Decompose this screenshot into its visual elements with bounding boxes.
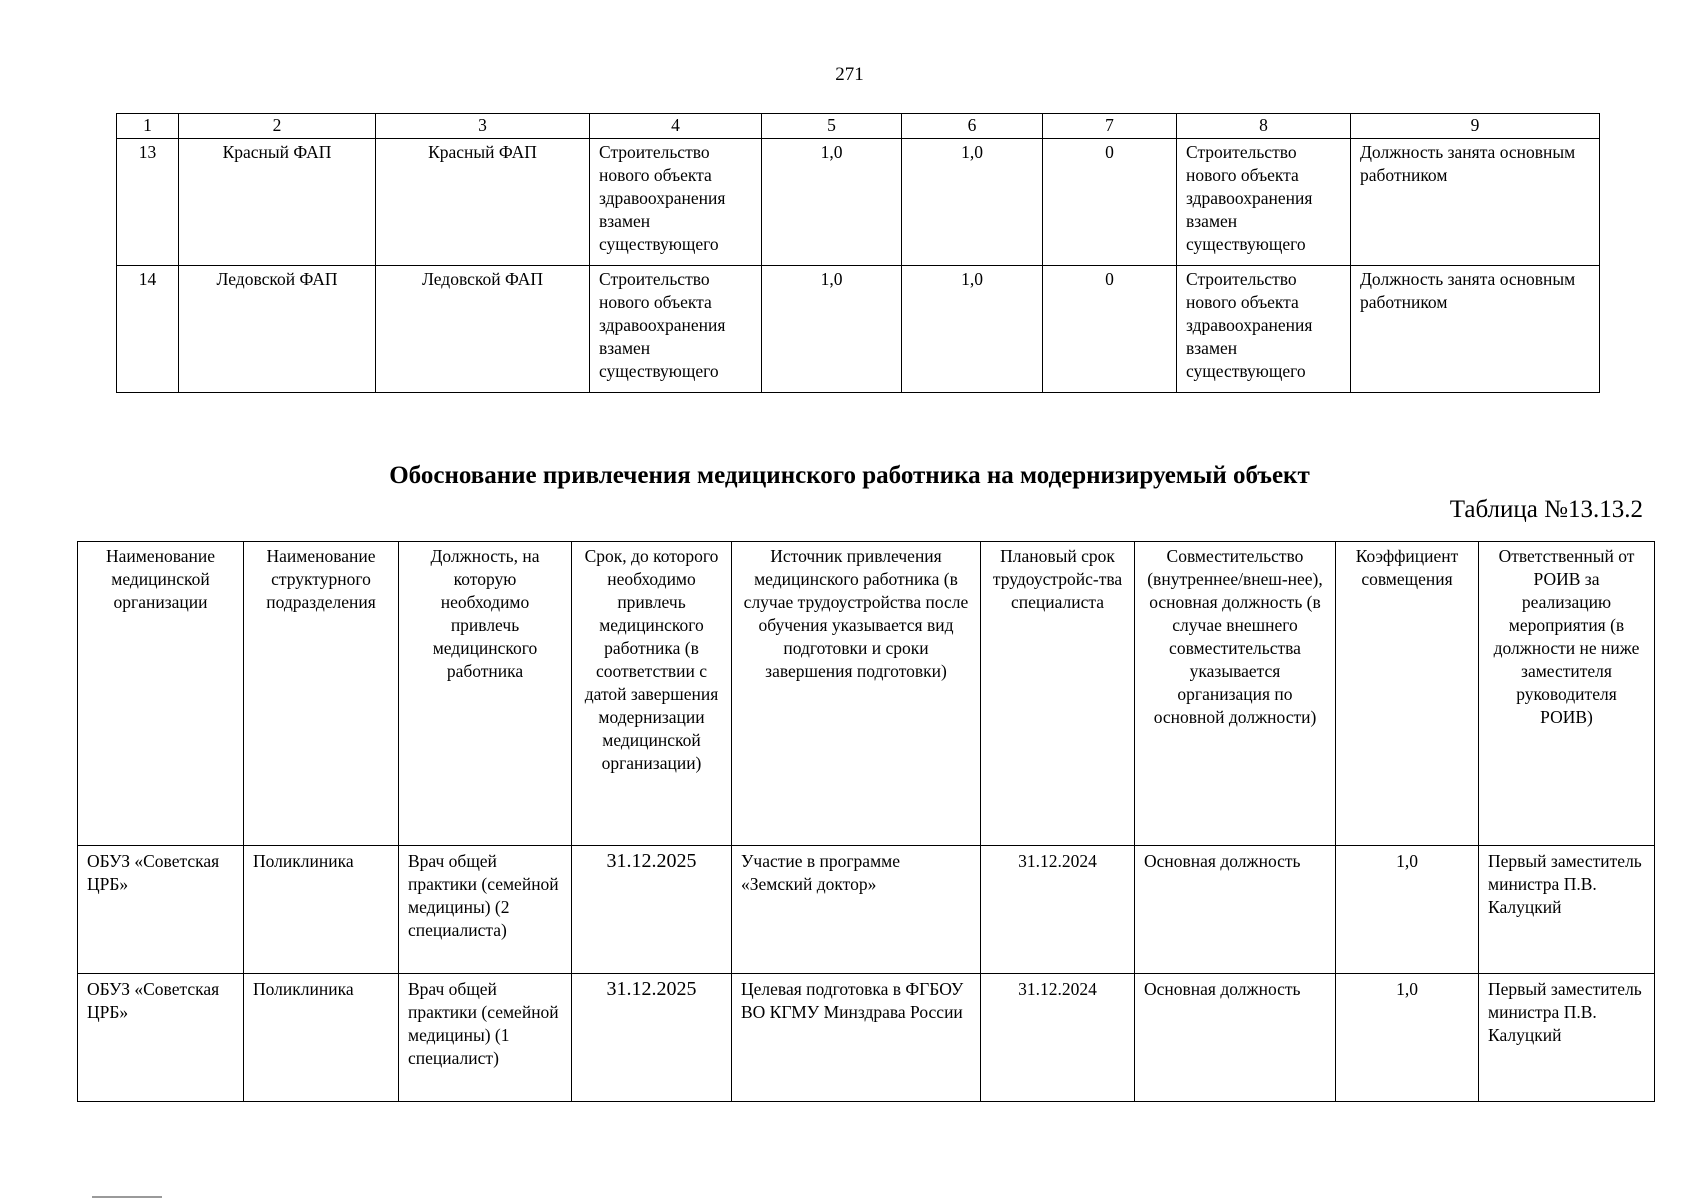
cell-combination: Основная должность: [1135, 974, 1336, 1102]
cell-value: 1,0: [762, 139, 902, 266]
section-heading: Обоснование привлечения медицинского работника на модернизируемый объект: [389, 462, 1310, 489]
cell-action: Строительство нового объекта здравоохранения взамен существующего: [1177, 266, 1351, 393]
staffing-table: [77, 541, 1655, 1102]
cell-subdivision: Поликлиника: [244, 846, 399, 974]
header-deadline: Срок, до которого необходимо привлечь медицинского работника (в соответствии с датой завершения модернизации медицинской организации): [572, 542, 732, 846]
table-row: [78, 974, 1655, 1102]
column-number: 1: [117, 114, 179, 139]
cell-organization: ОБУЗ «Советская ЦРБ»: [78, 846, 244, 974]
page-number: 271: [835, 64, 864, 85]
cell-organization: ОБУЗ «Советская ЦРБ»: [78, 974, 244, 1102]
column-number: 3: [376, 114, 590, 139]
header-source: Источник привлечения медицинского работника (в случае трудоустройства после обучения указывается вид подготовки и сроки завершения подготовки): [732, 542, 981, 846]
cell-action: Строительство нового объекта здравоохранения взамен существующего: [590, 266, 762, 393]
cell-source: Целевая подготовка в ФГБОУ ВО КГМУ Минздрава России: [732, 974, 981, 1102]
column-number: 4: [590, 114, 762, 139]
column-number: 7: [1043, 114, 1177, 139]
cell-value: 1,0: [762, 266, 902, 393]
cell-row-number: 14: [117, 266, 179, 393]
cell-deadline: 31.12.2025: [572, 846, 732, 974]
column-number: 8: [1177, 114, 1351, 139]
cell-status: Должность занята основным работником: [1351, 139, 1600, 266]
cell-value: 0: [1043, 139, 1177, 266]
scan-artifact: [92, 1196, 162, 1198]
header-planned-date: Плановый срок трудоустройс-тва специалиста: [981, 542, 1135, 846]
column-number: 2: [179, 114, 376, 139]
table-header-row: [117, 114, 1600, 139]
column-number: 5: [762, 114, 902, 139]
cell-organization: Ледовской ФАП: [179, 266, 376, 393]
cell-status: Должность занята основным работником: [1351, 266, 1600, 393]
cell-coefficient: 1,0: [1336, 974, 1479, 1102]
column-number: 9: [1351, 114, 1600, 139]
table-header-row: [78, 542, 1655, 846]
table-row: [117, 139, 1600, 266]
header-coefficient: Коэффициент совмещения: [1336, 542, 1479, 846]
cell-action: Строительство нового объекта здравоохранения взамен существующего: [590, 139, 762, 266]
cell-position: Врач общей практики (семейной медицины) (2 специалиста): [399, 846, 572, 974]
cell-subdivision: Поликлиника: [244, 974, 399, 1102]
cell-action: Строительство нового объекта здравоохранения взамен существующего: [1177, 139, 1351, 266]
cell-value: 0: [1043, 266, 1177, 393]
cell-position: Врач общей практики (семейной медицины) (1 специалист): [399, 974, 572, 1102]
cell-row-number: 13: [117, 139, 179, 266]
header-subdivision: Наименование структурного подразделения: [244, 542, 399, 846]
cell-organization: Красный ФАП: [179, 139, 376, 266]
table-label: Таблица №13.13.2: [1449, 496, 1643, 523]
header-responsible: Ответственный от РОИВ за реализацию мероприятия (в должности не ниже заместителя руководителя РОИВ): [1479, 542, 1655, 846]
cell-deadline: 31.12.2025: [572, 974, 732, 1102]
cell-value: 1,0: [902, 266, 1043, 393]
table-row: [78, 846, 1655, 974]
cell-facility: Красный ФАП: [376, 139, 590, 266]
cell-responsible: Первый заместитель министра П.В. Калуцкий: [1479, 974, 1655, 1102]
cell-source: Участие в программе «Земский доктор»: [732, 846, 981, 974]
cell-value: 1,0: [902, 139, 1043, 266]
table-row: [117, 266, 1600, 393]
facility-table: [116, 113, 1600, 393]
column-number: 6: [902, 114, 1043, 139]
cell-facility: Ледовской ФАП: [376, 266, 590, 393]
header-position: Должность, на которую необходимо привлечь медицинского работника: [399, 542, 572, 846]
cell-planned-date: 31.12.2024: [981, 974, 1135, 1102]
header-organization: Наименование медицинской организации: [78, 542, 244, 846]
cell-planned-date: 31.12.2024: [981, 846, 1135, 974]
cell-responsible: Первый заместитель министра П.В. Калуцкий: [1479, 846, 1655, 974]
cell-combination: Основная должность: [1135, 846, 1336, 974]
cell-coefficient: 1,0: [1336, 846, 1479, 974]
header-combination: Совместительство (внутреннее/внеш-нее), основная должность (в случае внешнего совместительства указывается организация по основной должности): [1135, 542, 1336, 846]
